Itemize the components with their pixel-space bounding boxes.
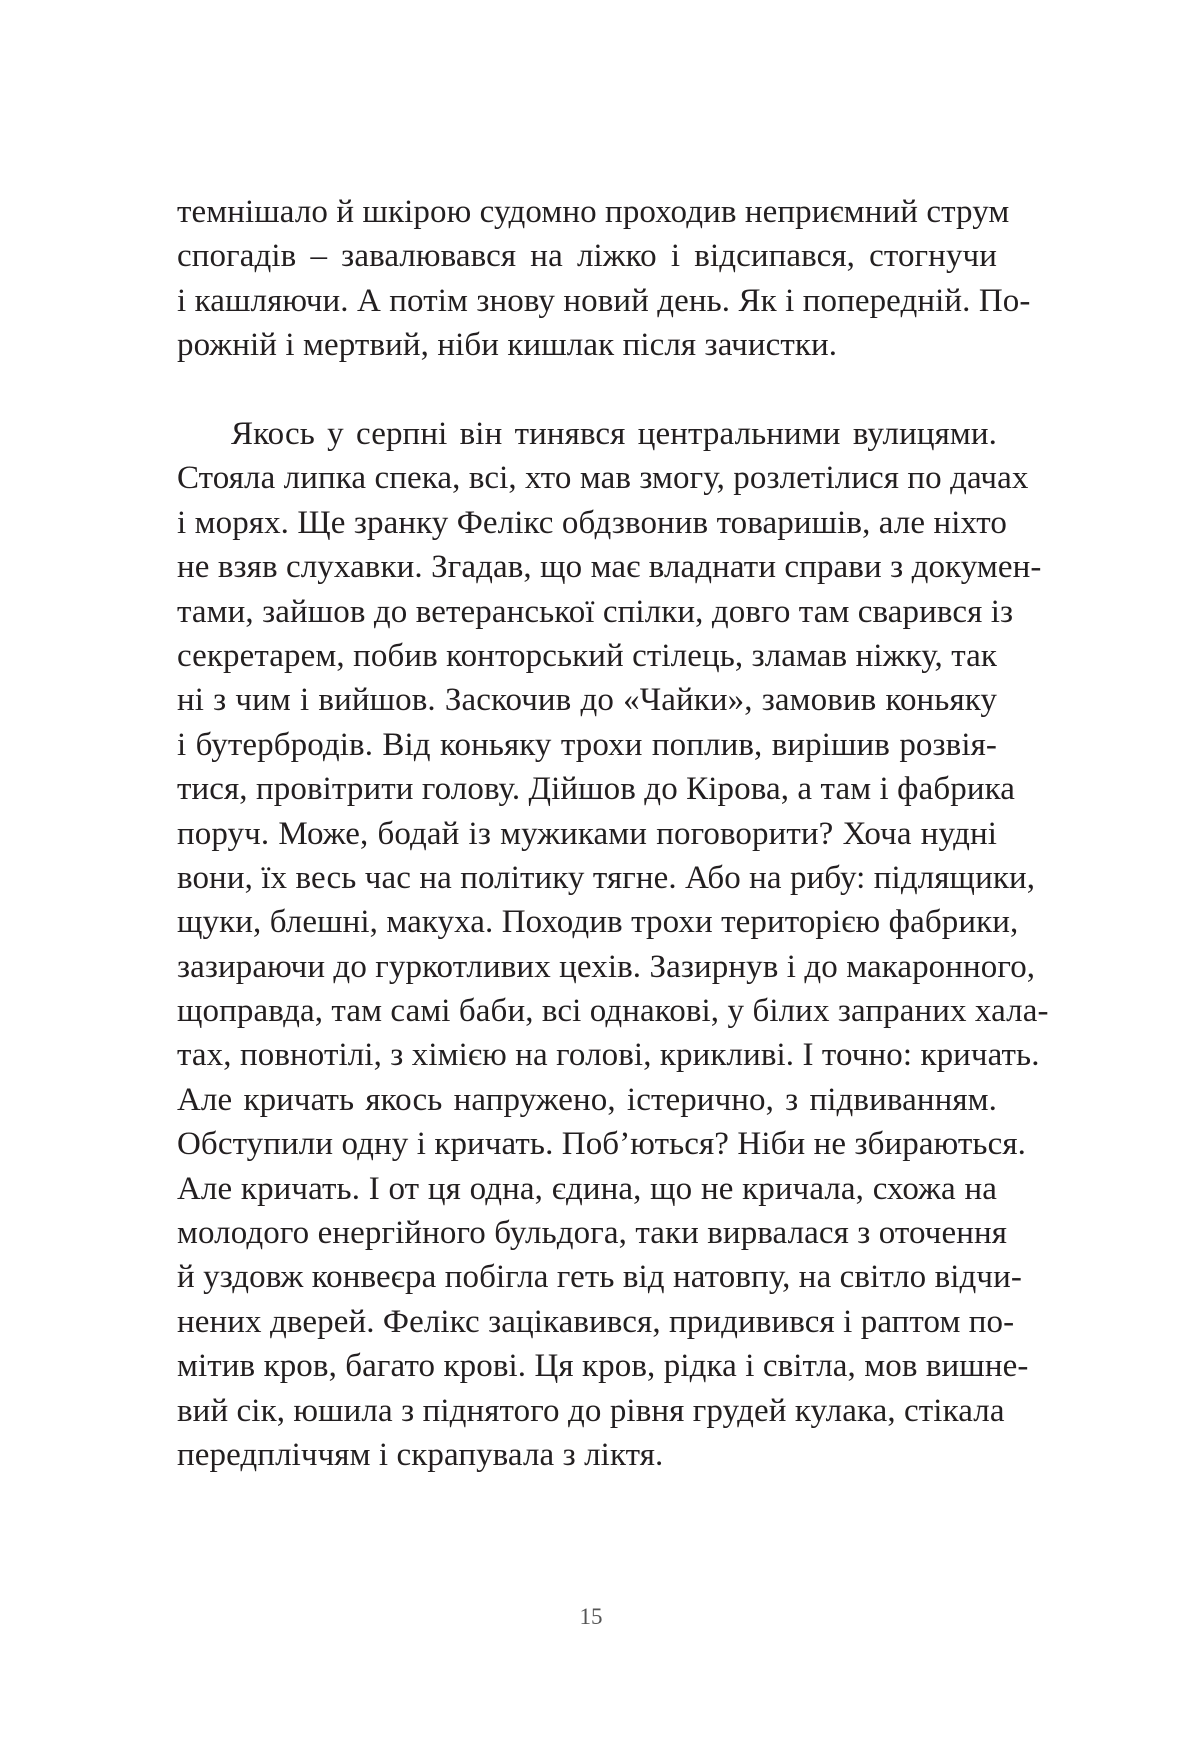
text-line: і бутербродів. Від коньяку трохи поплив, вирішив розвія- [177, 726, 997, 763]
text-line: Стояла липка спека, всі, хто мав змогу, розлетілися по дачах [177, 460, 1029, 497]
text-line: молодого енергійного бульдога, таки вирвалася з оточення [177, 1215, 1007, 1252]
paragraph-1 [177, 190, 1031, 368]
text-line: поруч. Може, бодай із мужиками поговорити? Хоча нудні [177, 815, 997, 852]
text-line: рожній і мертвий, ніби кишлак після зачистки. [177, 327, 838, 364]
text-line: секретарем, побив конторський стілець, зламав ніжку, так [177, 637, 997, 674]
text-line: вий сік, юшила з піднятого до рівня грудей кулака, стікала [177, 1392, 1005, 1429]
text-line: передпліччям і скрапувала з ліктя. [177, 1436, 664, 1473]
text-line: ні з чим і вийшов. Заскочив до «Чайки», замовив коньяку [177, 682, 997, 719]
text-line: нених дверей. Фелікс зацікавився, придивився і раптом по- [177, 1303, 1015, 1340]
text-line: спогадів – завалювався на ліжко і відсипався, стогнучи [177, 238, 997, 275]
text-line: і морях. Ще зранку Фелікс обдзвонив товаришів, але ніхто [177, 504, 1007, 541]
text-line: й уздовж конвеєра побігла геть від натовпу, на світло відчи- [177, 1259, 1022, 1296]
text-line: щоправда, там самі баби, всі однакові, у білих запраних хала- [177, 993, 1049, 1030]
text-line: тися, провітрити голову. Дійшов до Кірова, а там і фабрика [177, 771, 1016, 808]
text-line: не взяв слухавки. Згадав, що має владнати справи з докумен- [177, 549, 1042, 586]
text-line: мітив кров, багато крові. Ця кров, рідка і світла, мов вишне- [177, 1348, 1029, 1385]
text-line: темнішало й шкірою судомно проходив неприємний струм [177, 194, 1010, 230]
text-line: зазираючи до гуркотливих цехів. Зазирнув і до макаронного, [177, 948, 1036, 985]
text-line: Якось у серпні він тинявся центральними вулицями. [231, 416, 997, 452]
page-number: 15 [579, 1604, 603, 1629]
text-line: Але кричать якось напружено, істерично, з підвиванням. [177, 1081, 997, 1118]
text-line: тах, повнотілі, з хімією на голові, крикливі. І точно: кричать. [177, 1037, 1040, 1074]
paragraph-2 [177, 412, 1049, 1477]
text-line: і кашляючи. А потім знову новий день. Як і попередній. По- [177, 282, 1031, 319]
text-line: Але кричать. І от ця одна, єдина, що не кричала, схожа на [177, 1170, 997, 1207]
text-line: тами, зайшов до ветеранської спілки, довго там сварився із [177, 593, 1014, 630]
text-line: щуки, блешні, макуха. Походив трохи територією фабрики, [177, 904, 1019, 941]
text-line: вони, їх весь час на політику тягне. Або на рибу: підлящики, [177, 859, 1036, 896]
text-line: Обступили одну і кричать. Поб’ються? Ніби не збираються. [177, 1126, 1026, 1163]
